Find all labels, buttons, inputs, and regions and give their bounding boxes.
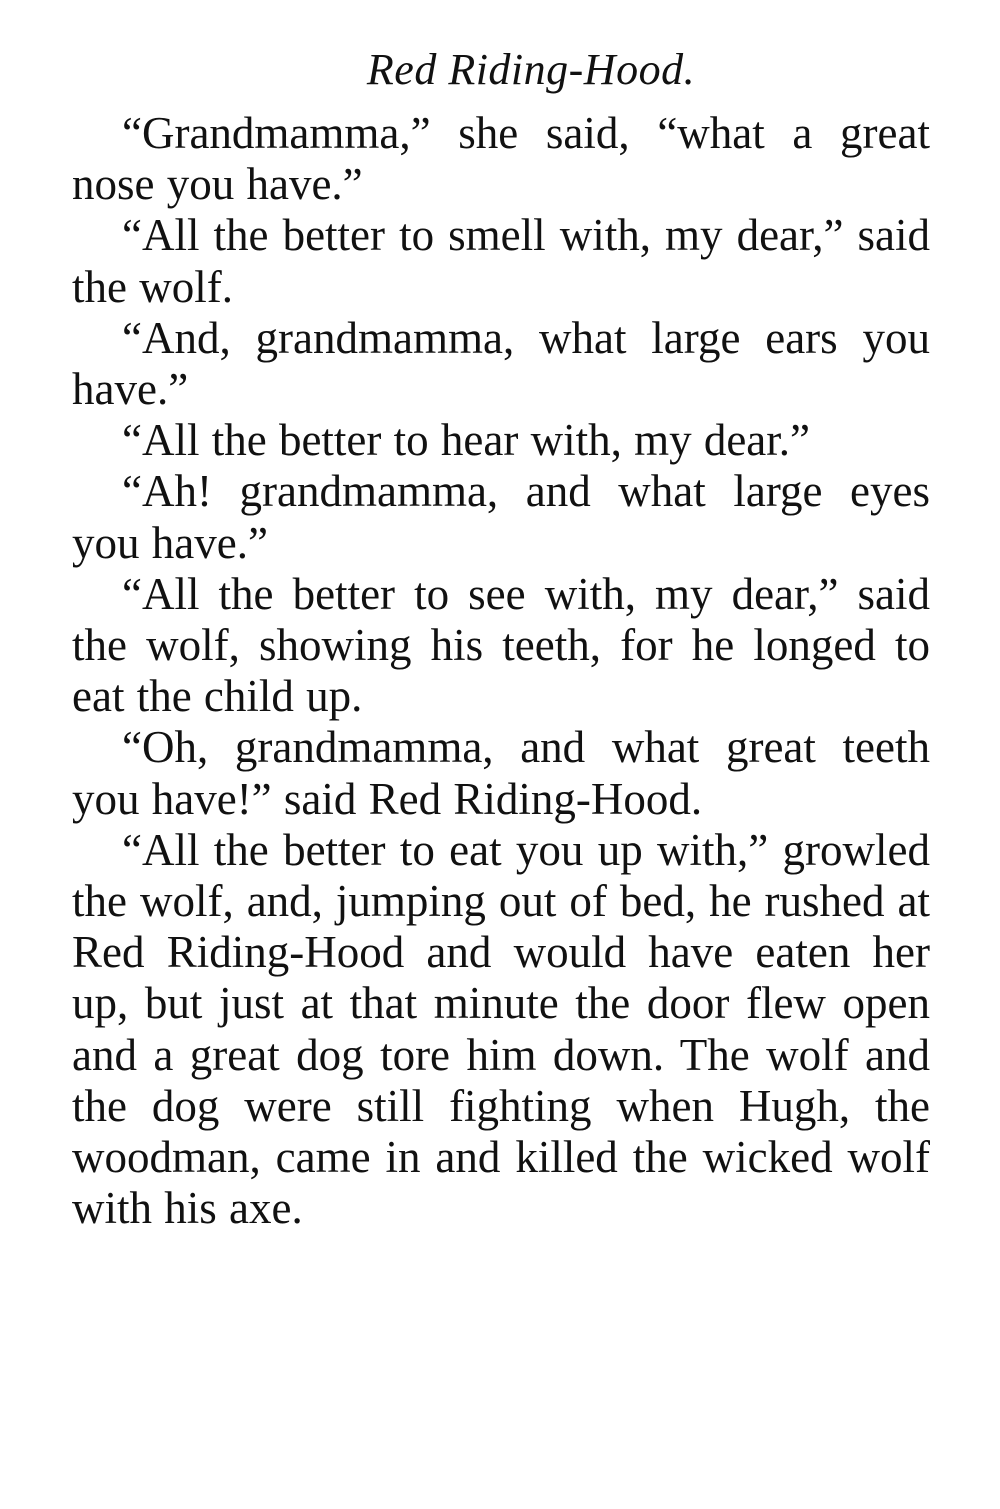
- paragraph-large-ears: “And, grandmamma, what large ears you have.”: [72, 312, 930, 415]
- paragraph-great-teeth: “Oh, grandmamma, and what great teeth you have!” said Red Riding-Hood.: [72, 722, 930, 824]
- paragraph-large-eyes: “Ah! grandmamma, and what large eyes you have.”: [72, 466, 930, 568]
- paragraph-better-to-see: “All the better to see with, my dear,” said the wolf, showing his teeth, for he longed to eat the child up.: [72, 568, 930, 722]
- running-head: Red Riding-Hood.: [366, 45, 696, 94]
- paragraph-better-to-smell: “All the better to smell with, my dear,” said the wolf.: [72, 210, 930, 312]
- paragraph-grandmamma-nose: “Grandmamma,” she said, “what a great nose you have.”: [72, 108, 930, 210]
- book-page: [72, 40, 930, 1234]
- paragraph-better-to-eat: “All the better to eat you up with,” growled the wolf, and, jumping out of bed, he rushed at Red Riding-Hood and would have eaten her up, but just at that minute the door flew open and a great dog tore him down. The wolf and the dog were still fighting when Hugh, the woodman, came in and killed the wicked wolf with his axe.: [72, 824, 930, 1234]
- paragraph-better-to-hear: “All the better to hear with, my dear.”: [122, 415, 810, 466]
